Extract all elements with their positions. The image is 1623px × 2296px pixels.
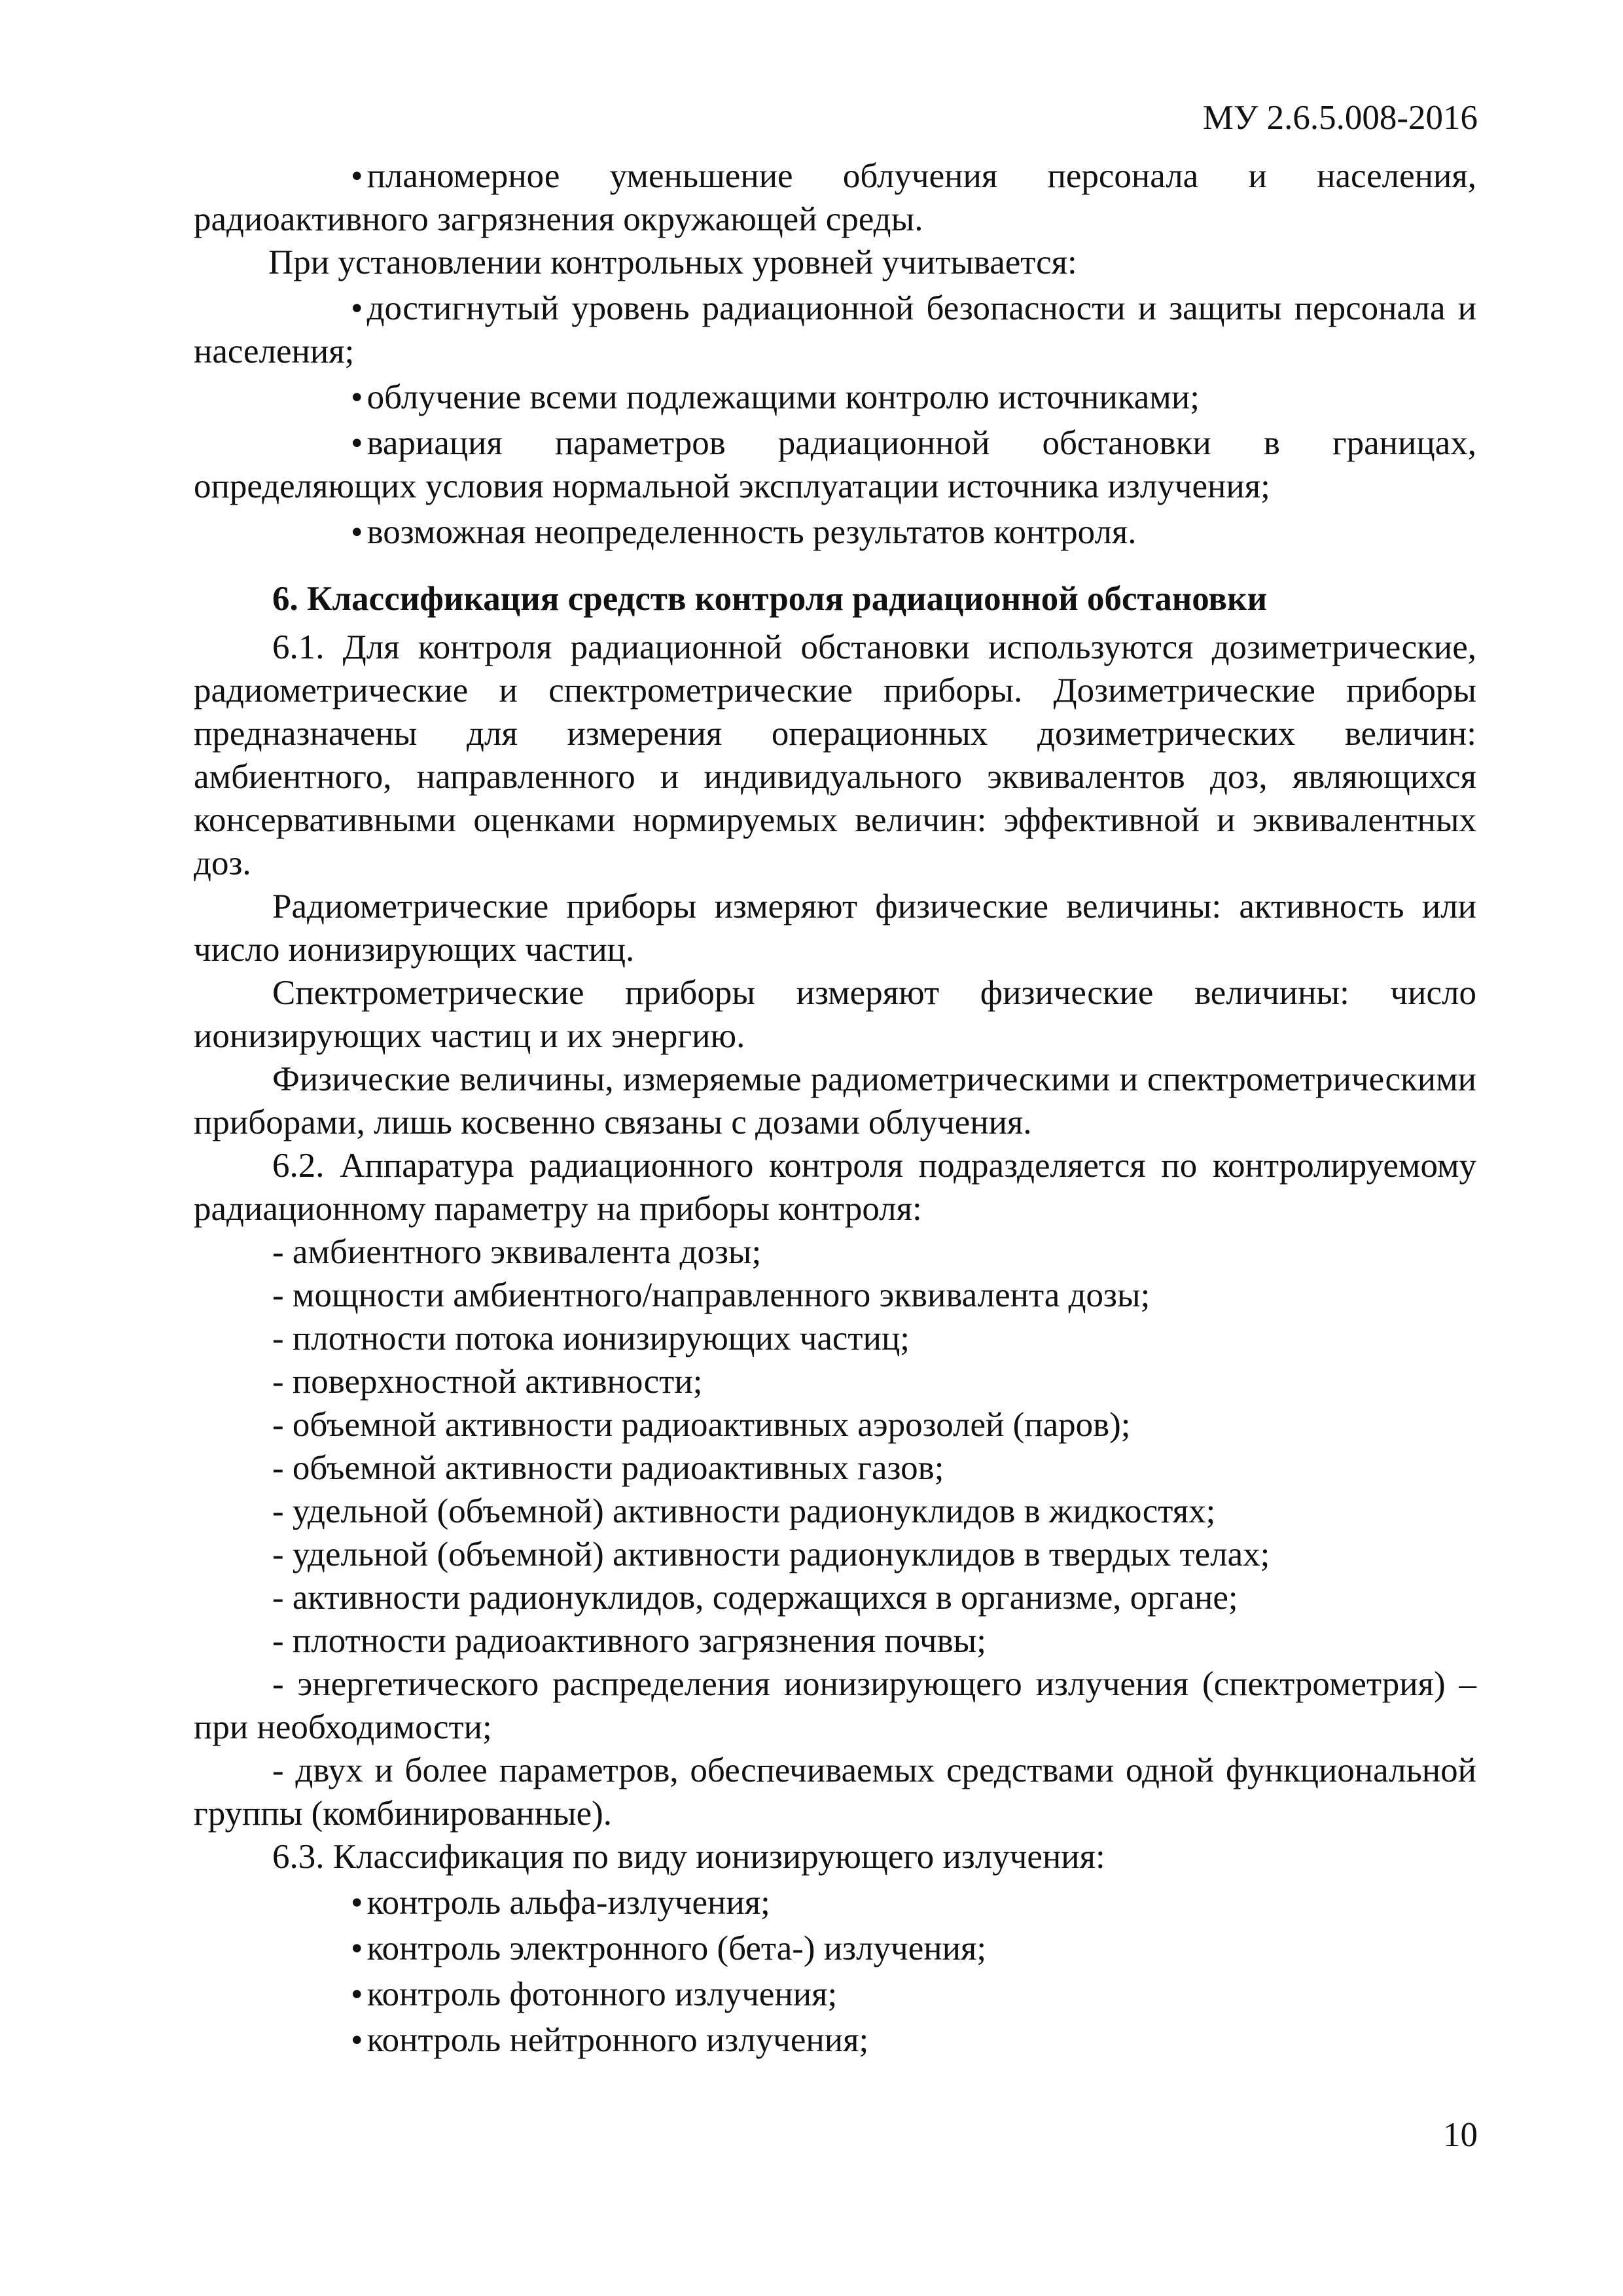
dash-list-item: - поверхностной активности; xyxy=(272,1363,703,1401)
bullet-icon: • xyxy=(351,157,363,195)
bullet-paragraph xyxy=(194,422,1476,508)
bullet-icon: • xyxy=(351,289,363,327)
dash-list-item: - удельной (объемной) активности радионуклидов в твердых телах; xyxy=(272,1535,1270,1573)
bullet-paragraph xyxy=(194,154,1476,241)
bullet-icon: • xyxy=(351,513,363,551)
paragraph-6-1: 6.1. Для контроля радиационной обстановки используются дозиметрические, радиометрические и спектрометрические приборы. Дозиметрические приборы предназначены для измерения операционных дозиметрических величин: амбиентного, направленного и индивидуального эквивалентов доз, являющихся консервативными оценками нормируемых величин: эффективной и эквивалентных доз. xyxy=(194,628,1476,882)
bullet-icon: • xyxy=(351,424,363,462)
bullet-text: достигнутый уровень радиационной безопасности и защиты персонала и населения; xyxy=(194,289,1476,370)
paragraph-spectrometric: Спектрометрические приборы измеряют физические величины: число ионизирующих частиц и их энергию. xyxy=(194,974,1476,1055)
bullet-text: вариация параметров радиационной обстановки в границах, определяющих условия нормальной эксплуатации источника излучения; xyxy=(194,424,1476,505)
dash-list-item: - энергетического распределения ионизирующего излучения (спектрометрия) – при необходимости; xyxy=(194,1665,1476,1746)
paragraph-physical-quantities: Физические величины, измеряемые радиометрическими и спектрометрическими приборами, лишь косвенно связаны с дозами облучения. xyxy=(194,1060,1476,1141)
bullet-paragraph xyxy=(194,1927,1476,1970)
bullet-icon: • xyxy=(351,1884,363,1922)
document-code-header: МУ 2.6.5.008-2016 xyxy=(1202,99,1478,137)
dash-list-item: - амбиентного эквивалента дозы; xyxy=(272,1233,762,1271)
dash-list-item: - двух и более параметров, обеспечиваемых средствами одной функциональной группы (комбинированные). xyxy=(194,1751,1476,1833)
bullet-icon: • xyxy=(351,378,363,416)
bullet-text: контроль фотонного излучения; xyxy=(366,1975,838,2013)
bullet-paragraph xyxy=(194,1881,1476,1924)
dash-list-item: - мощности амбиентного/направленного эквивалента дозы; xyxy=(272,1276,1150,1314)
dash-list-item: - плотности потока ионизирующих частиц; xyxy=(272,1319,910,1357)
dash-list-item: - объемной активности радиоактивных газов; xyxy=(272,1449,944,1487)
paragraph-6-2: 6.2. Аппаратура радиационного контроля подразделяется по контролируемому радиационному параметру на приборы контроля: xyxy=(194,1147,1476,1228)
page-number: 10 xyxy=(1443,2116,1478,2154)
bullet-text: контроль альфа-излучения; xyxy=(366,1884,770,1922)
bullet-icon: • xyxy=(351,1929,363,1967)
dash-list-item: - объемной активности радиоактивных аэрозолей (паров); xyxy=(272,1406,1131,1444)
bullet-paragraph xyxy=(194,2018,1476,2062)
bullet-text: контроль нейтронного излучения; xyxy=(366,2021,869,2059)
bullet-paragraph xyxy=(194,287,1476,373)
bullet-icon: • xyxy=(351,2021,363,2059)
bullet-text: возможная неопределенность результатов контроля. xyxy=(366,513,1137,551)
section-heading: 6. Классификация средств контроля радиационной обстановки xyxy=(272,580,1268,618)
paragraph-6-3: 6.3. Классификация по виду ионизирующего излучения: xyxy=(272,1838,1105,1876)
dash-list-item: - плотности радиоактивного загрязнения почвы; xyxy=(272,1622,986,1660)
bullet-paragraph xyxy=(194,511,1476,554)
page-body xyxy=(194,152,1476,2062)
bullet-text: контроль электронного (бета-) излучения; xyxy=(366,1929,987,1967)
lead-paragraph: При установлении контрольных уровней учитывается: xyxy=(268,243,1077,281)
bullet-paragraph xyxy=(194,1973,1476,2016)
dash-list-item: - удельной (объемной) активности радионуклидов в жидкостях; xyxy=(272,1492,1216,1530)
paragraph-radiometric: Радиометрические приборы измеряют физические величины: активность или число ионизирующих частиц. xyxy=(194,888,1476,969)
bullet-icon: • xyxy=(351,1975,363,2013)
bullet-text: планомерное уменьшение облучения персонала и населения, радиоактивного загрязнения окружающей среды. xyxy=(194,157,1476,238)
bullet-text: облучение всеми подлежащими контролю источниками; xyxy=(366,378,1200,416)
dash-list-item: - активности радионуклидов, содержащихся в организме, органе; xyxy=(272,1579,1238,1617)
bullet-paragraph xyxy=(194,376,1476,419)
